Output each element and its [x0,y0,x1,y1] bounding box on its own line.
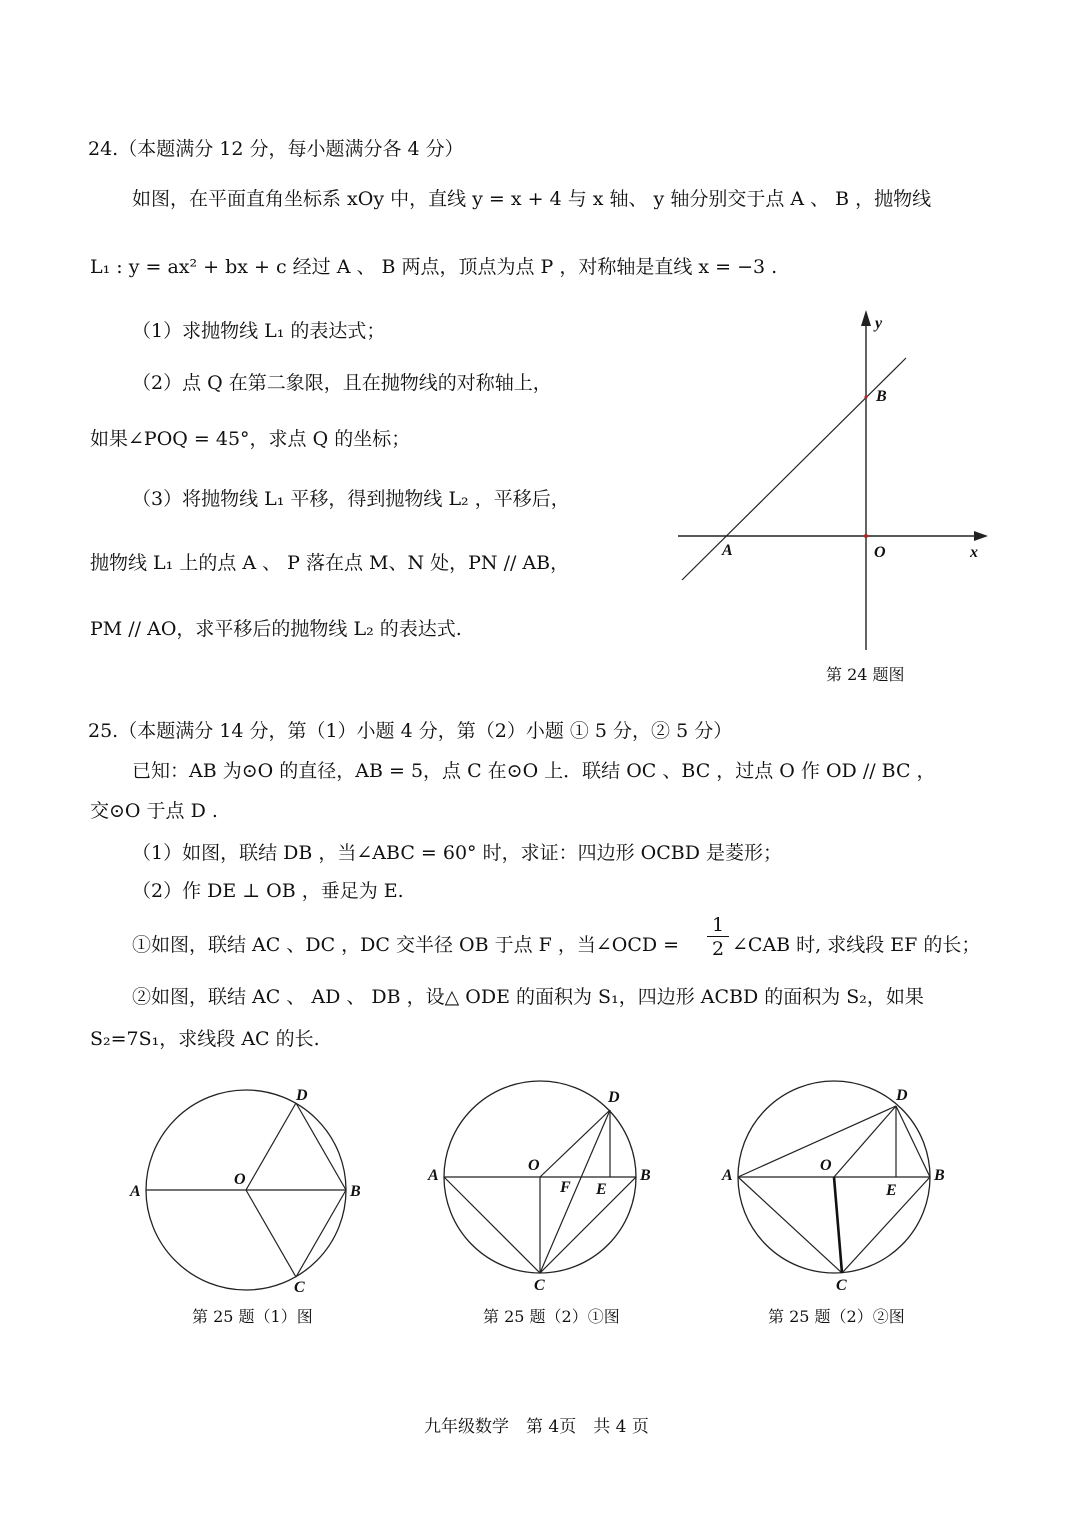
q25-figure-1-caption: 第 25 题（1）图 [192,1307,313,1326]
q24-label-B: B [876,388,887,405]
q24-part3c: PM // AO，求平移后的抛物线 L₂ 的表达式. [90,618,462,640]
f3-label-B: B [934,1167,945,1184]
q25-fraction [707,914,729,961]
q24-label-x: x [970,544,978,561]
q25-part2: （2）作 DE ⊥ OB ，垂足为 E. [132,880,404,902]
f2-label-D: D [608,1089,620,1106]
f3-label-A: A [722,1167,733,1184]
f1-label-D: D [296,1087,308,1104]
q24-part1: （1）求抛物线 L₁ 的表达式； [132,320,386,342]
f1-label-B: B [350,1183,361,1200]
q24-header: 24.（本题满分 12 分，每小题满分各 4 分） [88,138,464,160]
q25-figure-1 [128,1078,388,1298]
q24-figure-caption: 第 24 题图 [826,665,905,684]
q24-figure [670,300,1010,660]
f2-label-A: A [428,1167,439,1184]
q24-line1: 如图，在平面直角坐标系 xOy 中，直线 y = x + 4 与 x 轴、 y 轴分别交于点 A 、 B ，抛物线 [132,188,932,210]
f1-label-C: C [294,1279,305,1296]
f2-label-F: F [560,1179,571,1196]
q24-part2a: （2）点 Q 在第二象限，且在抛物线的对称轴上， [132,372,552,394]
q24-label-O: O [874,544,886,561]
q24-part3b: 抛物线 L₁ 上的点 A 、 P 落在点 M、N 处，PN // AB， [90,552,570,574]
q24-part3a: （3）将抛物线 L₁ 平移，得到抛物线 L₂ ，平移后， [132,488,570,510]
f3-label-O: O [820,1157,832,1174]
q24-label-y: y [875,315,883,332]
q25-part2-2b: S₂=7S₁，求线段 AC 的长. [90,1028,320,1050]
q25-figure-2-caption: 第 25 题（2）①图 [483,1307,620,1326]
q25-part2-1a: ①如图，联结 AC 、DC ，DC 交半径 OB 于点 F ，当∠OCD = [132,934,680,956]
q25-part2-2a: ②如图，联结 AC 、 AD 、 DB ，设△ ODE 的面积为 S₁，四边形 ACBD 的面积为 S₂，如果 [132,986,924,1008]
f2-label-O: O [528,1157,540,1174]
q25-line2: 交⊙O 于点 D . [90,800,218,822]
f2-label-C: C [534,1277,545,1294]
q25-line1: 已知：AB 为⊙O 的直径，AB = 5，点 C 在⊙O 上．联结 OC 、BC ，过点 O 作 OD // BC ， [132,760,936,782]
q25-figure-3 [718,1078,958,1298]
q24-line2: L₁ : y = ax² + bx + c 经过 A 、 B 两点，顶点为点 P ，对称轴是直线 x = −3 . [90,256,778,278]
f3-label-C: C [836,1277,847,1294]
q25-part2-1b: ∠CAB 时, 求线段 EF 的长； [732,934,981,956]
f3-label-E: E [886,1182,897,1199]
f2-label-B: B [640,1167,651,1184]
page-footer: 九年级数学 第 4页 共 4 页 [424,1417,649,1437]
q25-fraction-den: 2 [711,938,725,960]
q25-part1: （1）如图，联结 DB ，当∠ABC = 60° 时，求证：四边形 OCBD 是菱形； [132,842,782,864]
f1-label-O: O [234,1171,246,1188]
f2-label-E: E [596,1181,607,1198]
q25-figure-3-caption: 第 25 题（2）②图 [768,1307,905,1326]
q25-header: 25.（本题满分 14 分，第（1）小题 4 分，第（2）小题 ① 5 分，② 5 分） [88,720,733,742]
q24-part2b: 如果∠POQ = 45°，求点 Q 的坐标； [90,428,411,450]
q25-fraction-num: 1 [707,914,729,937]
f3-label-D: D [896,1087,908,1104]
f1-label-A: A [130,1183,141,1200]
q25-figure-2 [424,1078,664,1298]
q24-label-A: A [722,542,733,559]
